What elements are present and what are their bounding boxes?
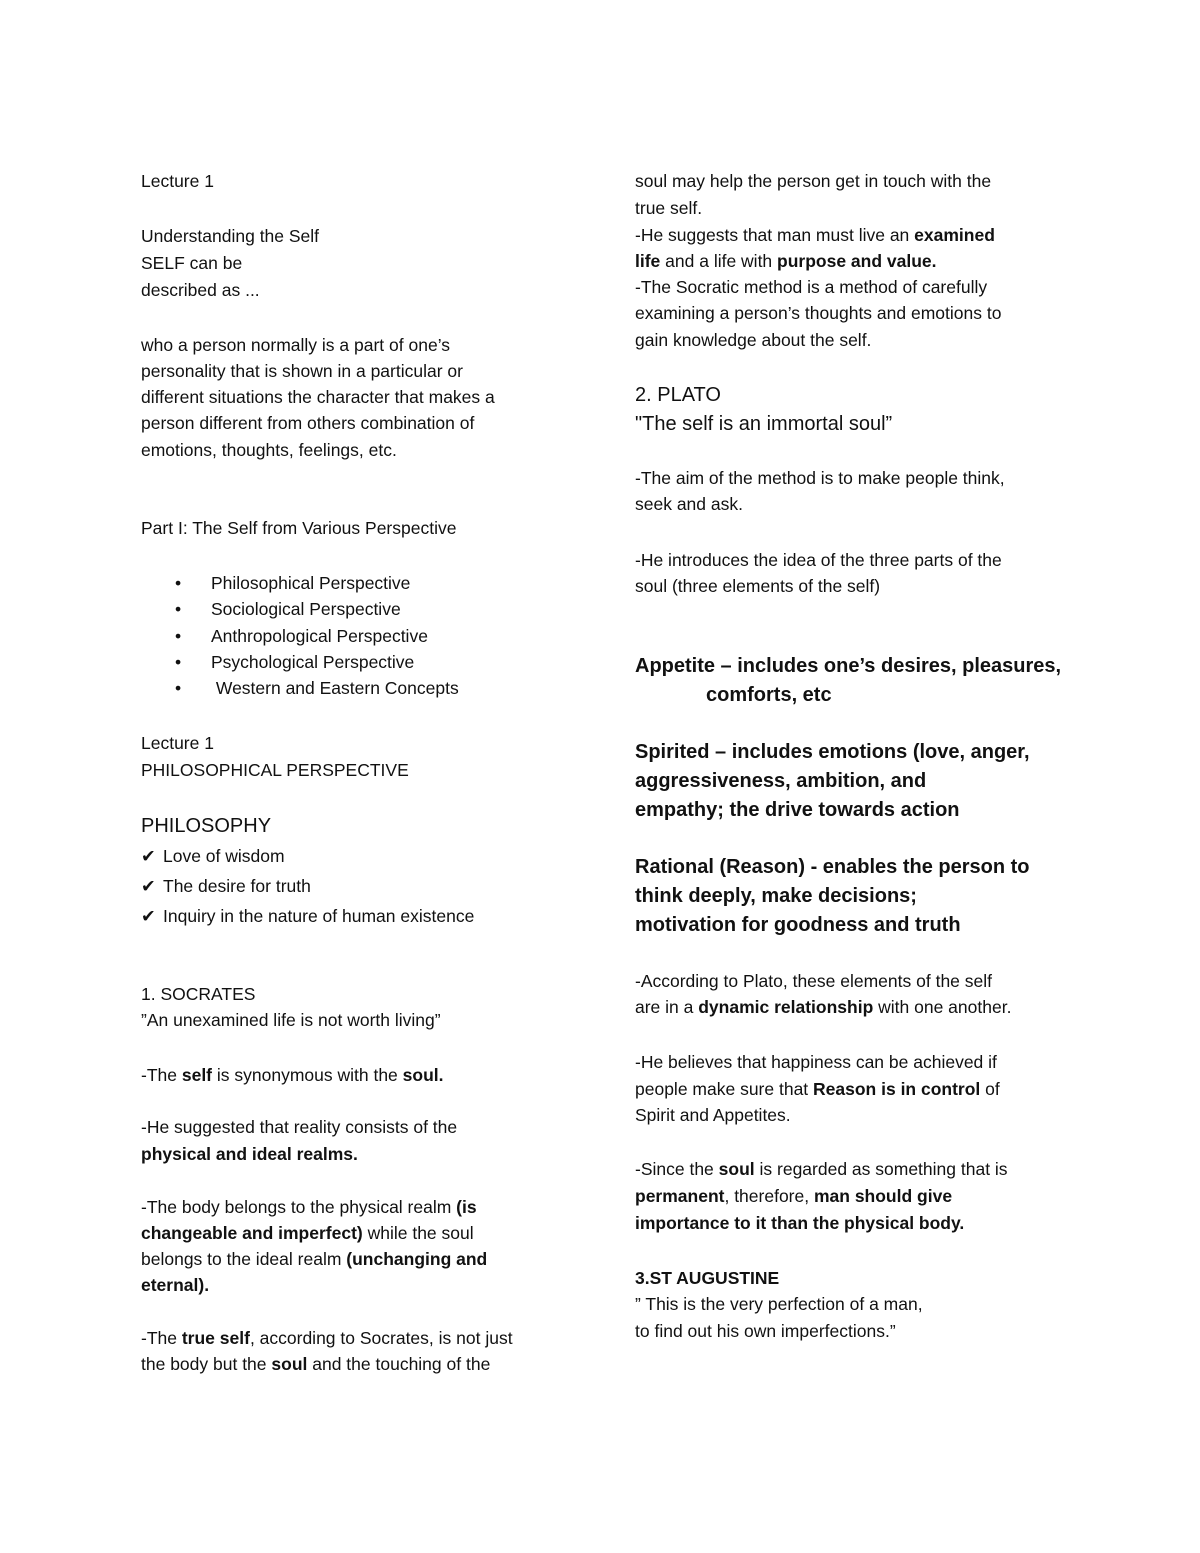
plato-quote: "The self is an immortal soul” <box>635 413 893 435</box>
paragraph-line: -The aim of the method is to make people think, <box>635 468 1005 488</box>
check-item: ✔ Inquiry in the nature of human existence <box>141 906 475 926</box>
section-heading: PHILOSOPHICAL PERSPECTIVE <box>141 760 409 780</box>
spirited-line: Spirited – includes emotions (love, anger, <box>635 741 1030 763</box>
rational-line: Rational (Reason) - enables the person to <box>635 856 1030 878</box>
check-item: ✔ Love of wisdom <box>141 846 285 866</box>
text-line: who a person normally is a part of one’s <box>141 335 451 355</box>
paragraph-line: people make sure that Reason is in control of <box>635 1079 1000 1099</box>
text-line: personality that is shown in a particular or <box>141 361 463 381</box>
paragraph-line: eternal). <box>141 1275 210 1295</box>
checkmark-icon: ✔ <box>141 846 156 866</box>
bullet-icon: • <box>175 573 182 593</box>
augustine-heading: 3.ST AUGUSTINE <box>635 1268 780 1288</box>
socrates-heading: 1. SOCRATES <box>141 984 256 1004</box>
augustine-quote: to find out his own imperfections.” <box>635 1321 896 1341</box>
bullet-icon: • <box>175 652 182 672</box>
paragraph-line: soul (three elements of the self) <box>635 576 881 596</box>
rational-line: think deeply, make decisions; <box>635 885 917 907</box>
socrates-quote: ”An unexamined life is not worth living” <box>141 1010 441 1030</box>
paragraph-line: importance to it than the physical body. <box>635 1213 965 1233</box>
paragraph-line: gain knowledge about the self. <box>635 330 872 350</box>
bullet-icon: • <box>175 599 182 619</box>
checkmark-icon: ✔ <box>141 876 156 896</box>
section-heading: Understanding the Self <box>141 226 320 246</box>
spirited-line: empathy; the drive towards action <box>635 799 960 821</box>
paragraph-line: -The Socratic method is a method of carefully <box>635 277 988 297</box>
plato-heading: 2. PLATO <box>635 384 721 406</box>
appetite-line: Appetite – includes one’s desires, pleasures, <box>635 655 1062 677</box>
bullet-icon: • <box>175 678 182 698</box>
paragraph-line: -The body belongs to the physical realm (is <box>141 1197 477 1217</box>
paragraph-line: -According to Plato, these elements of the self <box>635 971 992 991</box>
lecture-label: Lecture 1 <box>141 171 214 191</box>
paragraph-line: Spirit and Appetites. <box>635 1105 791 1125</box>
paragraph-line: -He suggests that man must live an examined <box>635 225 995 245</box>
text-line: different situations the character that makes a <box>141 387 495 407</box>
paragraph-line: -The true self, according to Socrates, is not just <box>141 1328 513 1348</box>
paragraph-line: -He suggested that reality consists of the <box>141 1117 458 1137</box>
paragraph-line: true self. <box>635 198 703 218</box>
paragraph-line: the body but the soul and the touching of the <box>141 1354 491 1374</box>
text-line: described as ... <box>141 280 260 300</box>
paragraph-line: physical and ideal realms. <box>141 1144 358 1164</box>
paragraph-line: examining a person’s thoughts and emotions to <box>635 303 1002 323</box>
paragraph-line: are in a dynamic relationship with one another. <box>635 997 1012 1017</box>
paragraph-line: seek and ask. <box>635 494 743 514</box>
lecture-label: Lecture 1 <box>141 733 214 753</box>
paragraph-line: changeable and imperfect) while the soul <box>141 1223 474 1243</box>
paragraph-line: belongs to the ideal realm (unchanging and <box>141 1249 488 1269</box>
spirited-line: aggressiveness, ambition, and <box>635 770 927 792</box>
paragraph-line: life and a life with purpose and value. <box>635 251 937 271</box>
paragraph-line: -Since the soul is regarded as something that is <box>635 1159 1008 1179</box>
checkmark-icon: ✔ <box>141 906 156 926</box>
bullet-icon: • <box>175 626 182 646</box>
paragraph-line: soul may help the person get in touch with the <box>635 171 992 191</box>
paragraph-line: -He introduces the idea of the three parts of the <box>635 550 1002 570</box>
text-line: person different from others combination of <box>141 413 475 433</box>
rational-line: motivation for goodness and truth <box>635 914 961 936</box>
paragraph-line: -The self is synonymous with the soul. <box>141 1065 444 1085</box>
paragraph-line: permanent, therefore, man should give <box>635 1186 953 1206</box>
part-heading: Part I: The Self from Various Perspective <box>141 518 457 538</box>
appetite-line: comforts, etc <box>706 684 832 706</box>
text-line: emotions, thoughts, feelings, etc. <box>141 440 397 460</box>
augustine-quote: ” This is the very perfection of a man, <box>635 1294 923 1314</box>
paragraph-line: -He believes that happiness can be achieved if <box>635 1052 997 1072</box>
text-line: SELF can be <box>141 253 243 273</box>
check-item: ✔ The desire for truth <box>141 876 311 896</box>
philosophy-heading: PHILOSOPHY <box>141 815 272 837</box>
